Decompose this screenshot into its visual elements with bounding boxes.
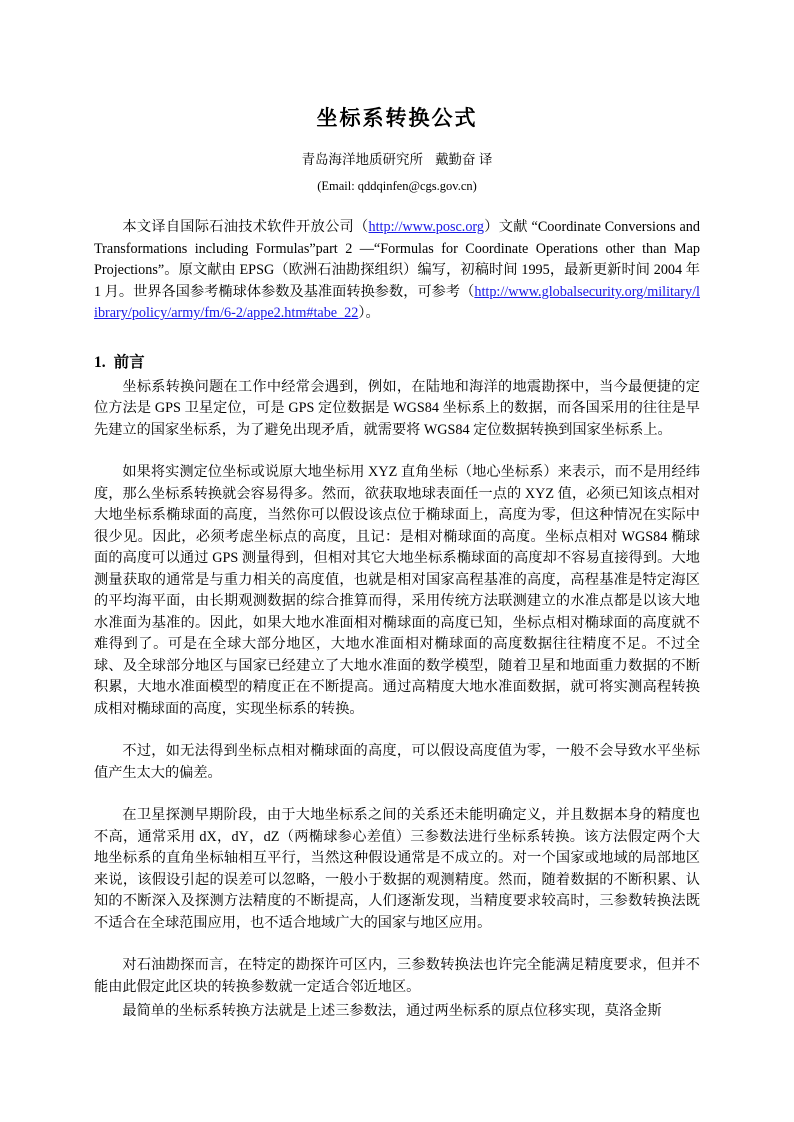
section1-paragraph-4: 在卫星探测早期阶段，由于大地坐标系之间的关系还未能明确定义，并且数据本身的精度也不高，通常采用 dX，dY，dZ（两椭球参心差值）三参数法进行坐标系转换。该方法假定两个大地坐标系的直角坐标轴相互平行，当然这种假设通常是不成立的。对一个国家或地域的局部地区来说，该假设引起的误差可以忽略，一般小于数据的观测精度。然而，随着数据的不断积累、认知的不断深入及探测方法精度的不断提高，人们逐渐发现，当精度要求较高时，三参数转换法既不适合在全球范围应用，也不适合地域广大的国家与地区应用。 [94, 807, 700, 931]
section-heading-1 [94, 325, 700, 377]
globalsecurity-link[interactable]: http://www.globalsecurity.org/military/library/policy/army/fm/6-2/appe2.htm#tabe_22 [94, 283, 700, 322]
intro-text-part3: ）。 [358, 305, 380, 322]
intro-paragraph [94, 217, 700, 325]
section1-paragraph-2: 如果将实测定位坐标或说原大地坐标用 XYZ 直角坐标（地心坐标系）来表示，而不是用经纬度，那么坐标系转换就会容易得多。然而，欲获取地球表面任一点的 XYZ 值，必须已知该点相对大地坐标系椭球面的高度，当然你可以假设该点位于椭球面上，高度为零，但这种情况在实际中很少见。因此，必须考虑坐标点的高度，且记：是相对椭球面的高度。坐标点相对 WGS84 椭球面的高度可以通过 GPS 测量得到，但相对其它大地坐标系椭球面的高度却不容易直接得到。大地测量获取的通常是与重力相关的高度值，也就是相对国家高程基准的高度，高程基准是特定海区的平均海平面，由长期观测数据的综合推算而得，采用传统方法联测建立的水准点都是以该大地水准面为基准的。因此，如果大地水准面相对椭球面的高度已知，坐标点相对椭球面的高度就不难得到了。可是在全球大部分地区，大地水准面相对椭球面的高度数据往往精度不足。不过全球、及全球部分地区与国家已经建立了大地水准面的数学模型，随着卫星和地面重力数据的不断积累，大地水准面模型的精度正在不断提高。通过高精度大地水准面数据，就可将实测高程转换成相对椭球面的高度，实现坐标系的转换。 [94, 464, 700, 717]
section1-paragraph-6: 最简单的坐标系转换方法就是上述三参数法，通过两坐标系的原点位移实现，莫洛金斯 [122, 1003, 662, 1020]
document-content [94, 0, 700, 1023]
byline-author: 戴勤奋 译 [435, 152, 493, 168]
section1-paragraph-1: 坐标系转换问题在工作中经常会遇到，例如，在陆地和海洋的地震勘探中，当今最便捷的定位方法是 GPS 卫星定位，可是 GPS 定位数据是 WGS84 坐标系上的数据，而各国采用的往往是早先建立的国家坐标系，为了避免出现矛盾，就需要将 WGS84 定位数据转换到国家坐标系上。 [94, 378, 700, 438]
spacer-4 [94, 934, 700, 955]
posc-link[interactable]: http://www.posc.org [368, 219, 484, 236]
page-title: 坐标系转换公式 [316, 106, 478, 130]
spacer-3 [94, 784, 700, 805]
section1-paragraph-5: 对石油勘探而言，在特定的勘探许可区内，三参数转换法也许完全能满足精度要求，但并不能由此假定此区块的转换参数就一定适合邻近地区。 [94, 957, 700, 995]
email-line: (Email: qddqinfen@cgs.gov.cn) [317, 178, 477, 193]
byline-organization: 青岛海洋地质研究所 [301, 152, 424, 168]
spacer-after-header [94, 195, 700, 217]
section1-paragraph-3: 不过，如无法得到坐标点相对椭球面的高度，可以假设高度值为零，一般不会导致水平坐标值产生太大的偏差。 [94, 743, 700, 781]
byline [94, 133, 700, 170]
section-number: 1. [94, 353, 106, 371]
spacer-2 [94, 720, 700, 741]
spacer-1 [94, 441, 700, 462]
intro-text-part1: 本文译自国际石油技术软件开放公司（ [122, 219, 369, 236]
intro-text-part2: ）文献 “Coordinate Conversions and Transformations including Formulas”part 2 —“Formulas for Coordinate Operations other than Map Projections”。原文献由 EPSG（欧洲石油勘探组织）编写，初稿时间 1995，最新更新时间 2004 年 1 月。世界各国参考椭球体参数及基准面转换参数，可参考（ [94, 219, 700, 300]
section-title: 前言 [113, 353, 145, 371]
